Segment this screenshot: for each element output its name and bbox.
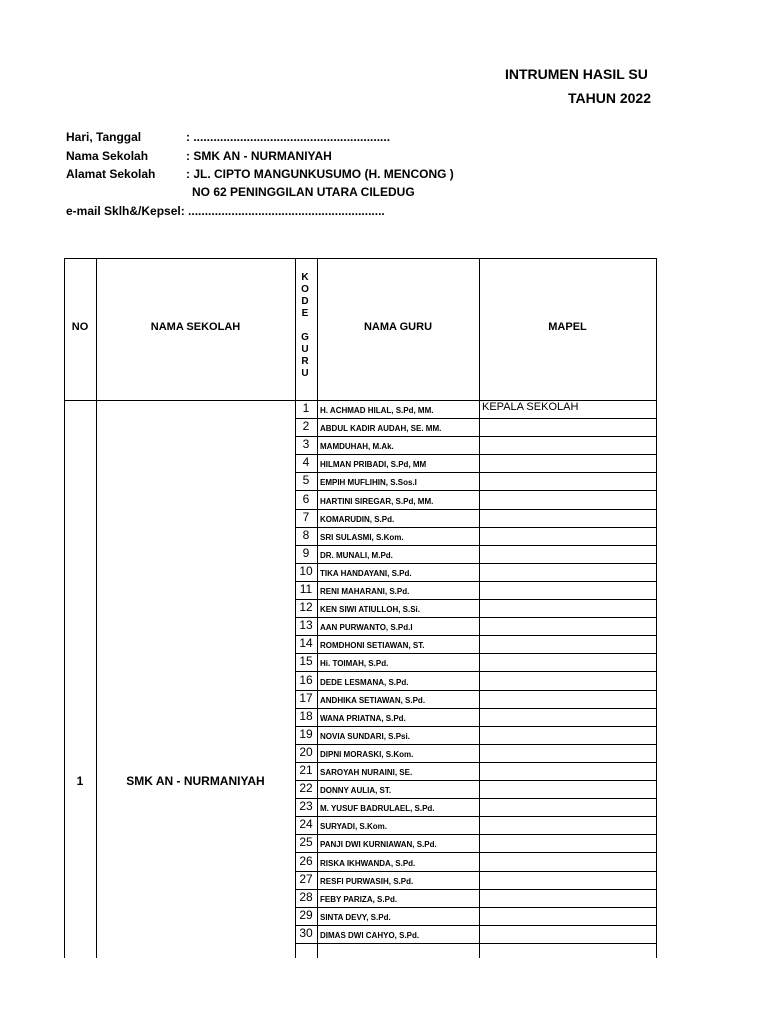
table-row [295, 708, 768, 726]
nama-guru-cell: DR. MUNALI, M.Pd. [320, 550, 393, 560]
kode-letter: K [301, 272, 309, 283]
kode-guru-cell: 13 [299, 618, 313, 633]
nama-guru-cell: KEN SIWI ATIULLOH, S.Si. [320, 605, 420, 615]
kode-letter: R [301, 356, 309, 367]
alamat-value: : JL. CIPTO MANGUNKUSUMO (H. MENCONG ) [186, 167, 454, 181]
nama-guru-cell: KOMARUDIN, S.Pd. [320, 514, 395, 524]
table-row [295, 889, 768, 907]
table-row [295, 853, 768, 871]
kode-guru-cell: 24 [299, 817, 313, 832]
kode-guru-cell: 6 [302, 491, 310, 506]
table-row [295, 653, 768, 671]
nama-guru-cell: DEDE LESMANA, S.Pd. [320, 677, 409, 687]
kode-guru-cell: 16 [299, 672, 313, 687]
table-row [295, 726, 768, 744]
table-row [295, 418, 768, 436]
kode-letter [297, 320, 313, 332]
nama-guru-cell: WANA PRIATNA, S.Pd. [320, 713, 406, 723]
kode-guru-cell: 14 [299, 636, 313, 651]
kode-guru-cell: 8 [302, 527, 310, 542]
table-row [295, 798, 768, 816]
table-row [295, 527, 768, 545]
email-value: ........................................................... [184, 204, 385, 218]
nama-guru-cell: ANDHIKA SETIAWAN, S.Pd. [320, 695, 426, 705]
table-row [295, 436, 768, 454]
kode-letter: G [301, 332, 309, 343]
table-row [295, 581, 768, 599]
kode-letter: O [301, 284, 309, 295]
table-row [295, 472, 768, 490]
header-nama-sekolah: NAMA SEKOLAH [150, 321, 241, 333]
table-row [295, 672, 768, 690]
kode-guru-cell: 21 [299, 763, 313, 777]
nama-guru-cell: DIPNI MORASKI, S.Kom. [320, 749, 414, 759]
nama-guru-cell: AAN PURWANTO, S.Pd.I [320, 623, 413, 633]
info-nama-sekolah [66, 149, 332, 163]
kode-guru-cell: 12 [299, 600, 313, 615]
mapel-cell: KEPALA SEKOLAH [482, 401, 579, 413]
kode-guru-cell: 1 [302, 401, 310, 415]
kode-guru-cell: 28 [299, 889, 313, 904]
nama-guru-cell: FEBY PARIZA, S.Pd. [320, 894, 398, 904]
document-year: TAHUN 2022 [568, 90, 651, 106]
table-row [295, 400, 768, 418]
kode-guru-cell: 2 [302, 419, 310, 434]
nama-guru-cell: RESFI PURWASIH, S.Pd. [320, 876, 414, 886]
table-row [295, 690, 768, 708]
table-row [295, 925, 768, 943]
table-top-border [64, 258, 657, 259]
table-row [295, 907, 768, 925]
nama-guru-cell: M. YUSUF BADRULAEL, S.Pd. [320, 804, 435, 814]
kode-guru-cell: 22 [299, 781, 313, 796]
nama-guru-cell: PANJI DWI KURNIAWAN, S.Pd. [320, 840, 437, 850]
info-email [66, 204, 385, 218]
kode-guru-cell: 15 [299, 654, 313, 669]
nama-guru-cell: NOVIA SUNDARI, S.Psi. [320, 731, 410, 741]
kode-guru-cell: 11 [299, 582, 313, 596]
nama-guru-cell: RENI MAHARANI, S.Pd. [320, 587, 410, 596]
info-hari-tanggal [66, 130, 390, 144]
table-row [295, 744, 768, 762]
table-row [295, 454, 768, 472]
alamat-label: Alamat Sekolah [66, 167, 156, 181]
kode-letter: D [301, 296, 309, 307]
nama-guru-cell: SURYADI, S.Kom. [320, 822, 387, 832]
kode-guru-cell: 9 [302, 545, 310, 560]
nama-sekolah-value: : SMK AN - NURMANIYAH [186, 149, 332, 163]
kode-guru-cell: 29 [299, 907, 313, 922]
kode-guru-cell: 17 [299, 690, 313, 705]
kode-guru-cell: 7 [302, 509, 310, 524]
header-nama-guru: NAMA GURU [363, 321, 433, 333]
kode-letter: U [301, 344, 309, 355]
nama-guru-cell: H. ACHMAD HILAL, S.Pd, MM. [320, 406, 434, 415]
group-no: 1 [76, 774, 84, 788]
col-border-no [96, 258, 97, 958]
kode-guru-cell: 27 [299, 871, 313, 886]
alamat-value-line2: NO 62 PENINGGILAN UTARA CILEDUG [192, 185, 415, 199]
table-row [295, 780, 768, 798]
table-row [295, 545, 768, 563]
kode-letter: U [301, 368, 309, 379]
kode-guru-cell: 19 [299, 726, 313, 741]
table-row [295, 871, 768, 889]
col-border-left [64, 258, 65, 958]
hari-value: : ........................................................... [186, 130, 391, 144]
nama-guru-cell: EMPIH MUFLIHIN, S.Sos.I [320, 478, 417, 488]
nama-guru-cell: SINTA DEVY, S.Pd. [320, 912, 391, 922]
nama-guru-cell: Hi. TOIMAH, S.Pd. [320, 659, 389, 669]
nama-guru-cell: ABDUL KADIR AUDAH, SE. MM. [320, 424, 442, 434]
group-nama-sekolah: SMK AN - NURMANIYAH [126, 774, 265, 788]
table-row [295, 762, 768, 780]
kode-guru-cell: 20 [299, 744, 313, 759]
kode-guru-cell: 26 [299, 853, 313, 868]
kode-letter: E [301, 308, 309, 319]
nama-guru-cell: DONNY AULIA, ST. [320, 786, 392, 796]
nama-guru-cell: RISKA IKHWANDA, S.Pd. [320, 858, 416, 868]
header-no: NO [71, 321, 89, 333]
kode-guru-cell: 18 [299, 708, 313, 723]
nama-guru-cell: HILMAN PRIBADI, S.Pd, MM [320, 460, 427, 470]
table-row [295, 617, 768, 635]
email-label: e-mail Sklh&/Kepsel: [66, 204, 185, 218]
nama-guru-cell: SAROYAH NURAINI, SE. [320, 768, 413, 777]
kode-guru-cell: 4 [302, 455, 310, 470]
table-row [295, 635, 768, 653]
guru-table [64, 258, 768, 958]
nama-guru-cell: HARTINI SIREGAR, S.Pd, MM. [320, 496, 434, 506]
document-title: INTRUMEN HASIL SU [505, 66, 648, 82]
nama-guru-cell: SRI SULASMI, S.Kom. [320, 532, 404, 542]
kode-guru-cell: 30 [299, 925, 313, 940]
header-kode-guru [297, 272, 313, 380]
kode-guru-cell: 23 [299, 799, 313, 814]
nama-guru-cell: DIMAS DWI CAHYO, S.Pd. [320, 930, 420, 940]
kode-guru-cell: 25 [299, 835, 313, 850]
kode-guru-cell: 3 [302, 437, 310, 452]
table-row [295, 599, 768, 617]
header-mapel: MAPEL [548, 321, 587, 333]
table-row [295, 509, 768, 527]
nama-sekolah-label: Nama Sekolah [66, 149, 149, 163]
table-row [295, 563, 768, 581]
table-row [295, 816, 768, 834]
row-divider [295, 943, 657, 944]
nama-guru-cell: TIKA HANDAYANI, S.Pd. [320, 568, 412, 578]
table-row [295, 491, 768, 509]
nama-guru-cell: ROMDHONI SETIAWAN, ST. [320, 641, 425, 651]
table-row [295, 834, 768, 852]
hari-label: Hari, Tanggal [66, 130, 142, 144]
info-alamat [66, 167, 454, 181]
kode-guru-cell: 10 [299, 563, 313, 578]
kode-guru-cell: 5 [302, 473, 310, 488]
nama-guru-cell: MAMDUHAH, M.Ak. [320, 442, 394, 452]
